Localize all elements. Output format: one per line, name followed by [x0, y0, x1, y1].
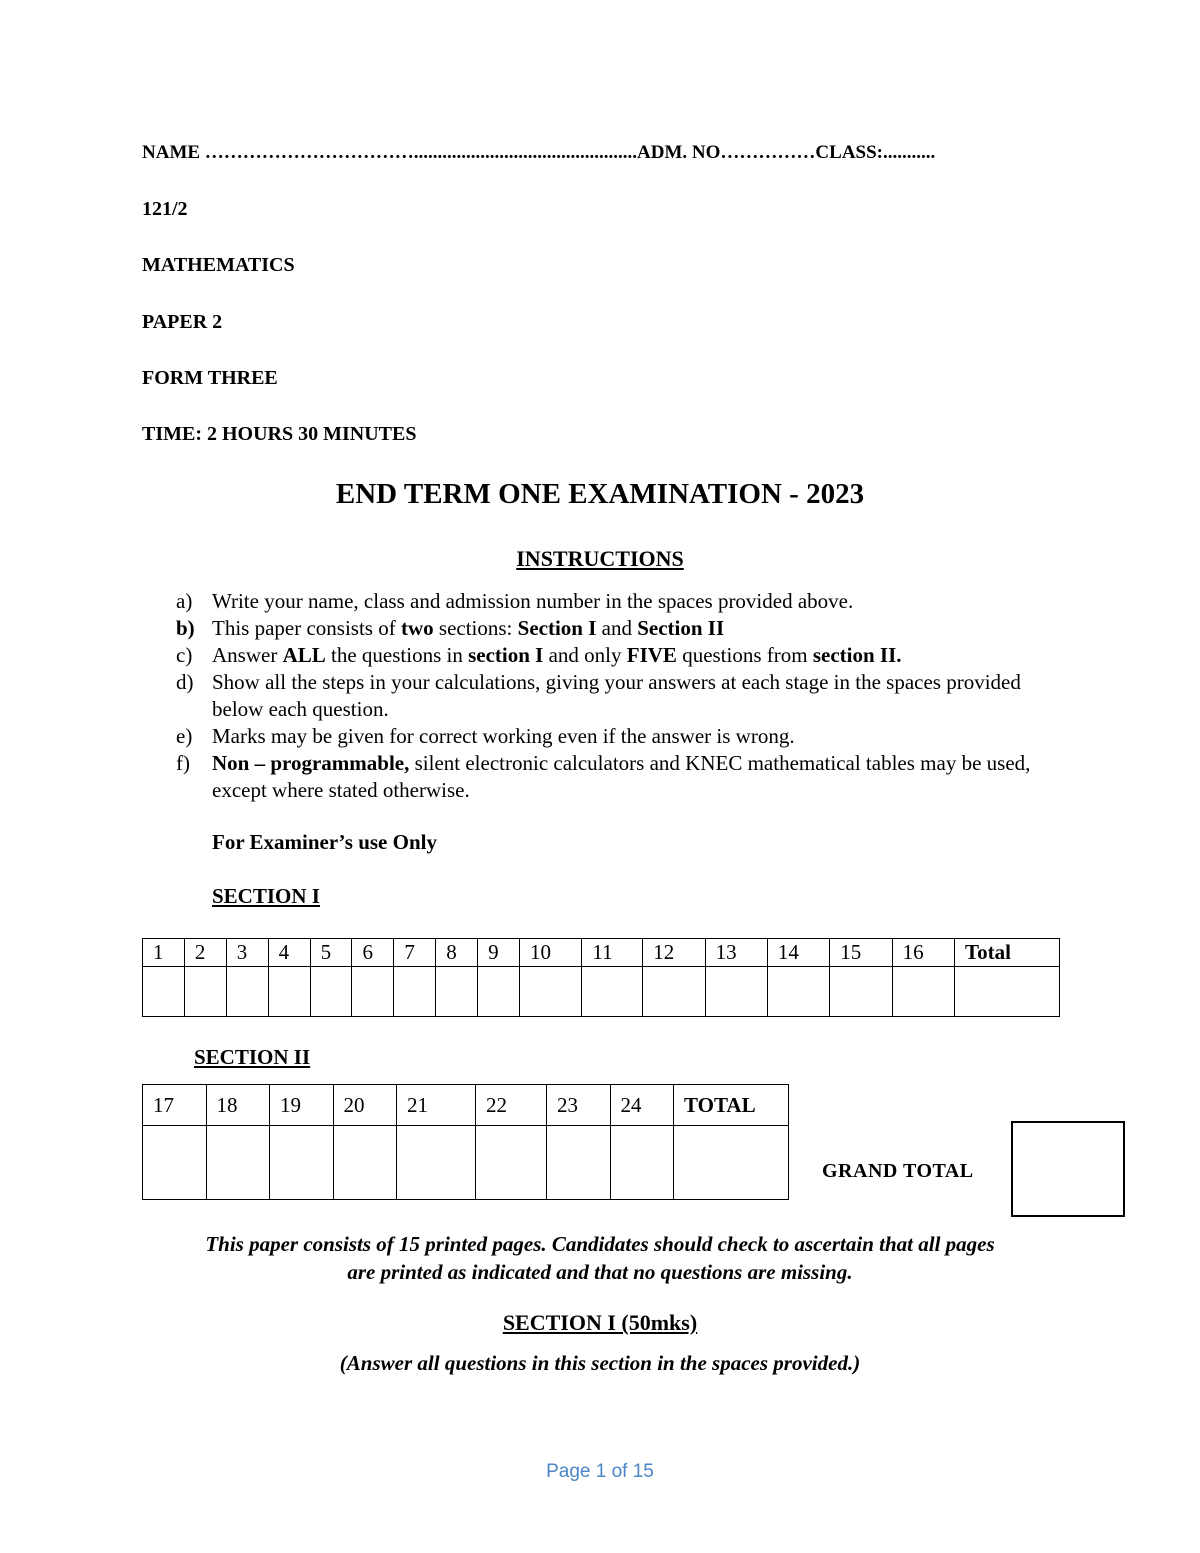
instruction-f	[176, 750, 1076, 804]
question-number-cell: 3	[226, 939, 268, 967]
subject: MATHEMATICS	[142, 254, 295, 276]
question-number-cell: 14	[767, 939, 829, 967]
score-cell	[270, 1126, 334, 1200]
instruction-c	[176, 642, 1076, 669]
score-cell	[547, 1126, 611, 1200]
question-number-cell: 21	[397, 1085, 476, 1126]
question-number-cell: 10	[520, 939, 582, 967]
question-number-cell: 23	[547, 1085, 611, 1126]
instruction-label: e)	[176, 724, 193, 748]
paper-number: PAPER 2	[142, 311, 223, 333]
instruction-text: Marks may be given for correct working even if the answer is wrong.	[212, 724, 795, 748]
score-cell	[767, 967, 829, 1017]
section-2-score-table	[142, 1084, 789, 1200]
instruction-label: a)	[176, 589, 193, 613]
score-cell	[478, 967, 520, 1017]
total-cell	[674, 1126, 789, 1200]
instruction-text: This paper consists of two sections: Section I and Section II	[212, 616, 725, 640]
name-adm-class-line: NAME ……………………………...............................................ADM. NO……………CLASS:...........	[142, 142, 936, 163]
section-1-score-table	[142, 938, 1060, 1017]
question-number-cell: 22	[476, 1085, 547, 1126]
score-cell	[143, 1126, 207, 1200]
total-header-cell: TOTAL	[674, 1085, 789, 1126]
grand-total-label: GRAND TOTAL	[822, 1160, 974, 1182]
instructions-heading: INSTRUCTIONS	[516, 546, 684, 571]
instruction-text: Answer ALL the questions in section I and only FIVE questions from section II.	[212, 643, 902, 667]
score-cell	[268, 967, 310, 1017]
question-number-cell: 1	[143, 939, 185, 967]
question-number-cell: 2	[184, 939, 226, 967]
page-number: Page 1 of 15	[546, 1461, 654, 1482]
score-cell	[333, 1126, 397, 1200]
score-cell	[892, 967, 954, 1017]
question-number-cell: 15	[830, 939, 892, 967]
instruction-label: f)	[176, 751, 190, 775]
score-cell	[705, 967, 767, 1017]
question-number-cell: 18	[206, 1085, 270, 1126]
question-number-cell: 11	[582, 939, 643, 967]
section-1-label: SECTION I	[212, 884, 320, 908]
instruction-e	[176, 723, 1076, 750]
exam-time: TIME: 2 HOURS 30 MINUTES	[142, 423, 417, 445]
section-1-marks-heading: SECTION I (50mks)	[502, 1310, 698, 1335]
paper-code: 121/2	[142, 198, 188, 220]
instruction-a	[176, 588, 1076, 615]
question-number-cell: 17	[143, 1085, 207, 1126]
question-number-cell: 16	[892, 939, 954, 967]
score-header-row	[143, 1085, 789, 1126]
instruction-text: Show all the steps in your calculations, giving your answers at each stage in the spaces provided below each question.	[212, 670, 1021, 721]
question-number-cell: 7	[394, 939, 436, 967]
question-number-cell: 12	[643, 939, 705, 967]
score-cell	[476, 1126, 547, 1200]
pages-note-line-2: are printed as indicated and that no questions are missing.	[347, 1260, 853, 1284]
score-entry-row	[143, 1126, 789, 1200]
question-number-cell: 9	[478, 939, 520, 967]
total-cell	[955, 967, 1060, 1017]
question-number-cell: 19	[270, 1085, 334, 1126]
question-number-cell: 8	[436, 939, 478, 967]
score-cell	[436, 967, 478, 1017]
question-number-cell: 4	[268, 939, 310, 967]
score-cell	[184, 967, 226, 1017]
total-header-cell: Total	[955, 939, 1060, 967]
score-cell	[394, 967, 436, 1017]
examiner-use-label: For Examiner’s use Only	[212, 830, 437, 854]
form-level: FORM THREE	[142, 367, 278, 389]
score-cell	[610, 1126, 674, 1200]
question-number-cell: 6	[352, 939, 394, 967]
question-number-cell: 13	[705, 939, 767, 967]
pages-note	[0, 1230, 1200, 1286]
instruction-d	[176, 669, 1076, 723]
exam-title: END TERM ONE EXAMINATION - 2023	[335, 478, 865, 510]
instruction-label: b)	[176, 616, 195, 640]
section-2-label: SECTION II	[194, 1045, 311, 1069]
score-cell	[830, 967, 892, 1017]
instruction-b	[176, 615, 1076, 642]
pages-note-line-1: This paper consists of 15 printed pages. Candidates should check to ascertain that all pages	[205, 1232, 995, 1256]
score-cell	[352, 967, 394, 1017]
question-number-cell: 20	[333, 1085, 397, 1126]
question-number-cell: 24	[610, 1085, 674, 1126]
score-header-row	[143, 939, 1060, 967]
instruction-label: d)	[176, 670, 194, 694]
instruction-label: c)	[176, 643, 193, 667]
score-entry-row	[143, 967, 1060, 1017]
answer-all-instruction: (Answer all questions in this section in the spaces provided.)	[339, 1351, 861, 1375]
question-number-cell: 5	[310, 939, 352, 967]
grand-total-box	[1011, 1121, 1125, 1217]
score-cell	[226, 967, 268, 1017]
score-cell	[206, 1126, 270, 1200]
score-cell	[643, 967, 705, 1017]
score-cell	[397, 1126, 476, 1200]
score-cell	[143, 967, 185, 1017]
instruction-text: Write your name, class and admission number in the spaces provided above.	[212, 589, 854, 613]
instruction-text: Non – programmable, silent electronic calculators and KNEC mathematical tables may be used, except where stated otherwise.	[212, 751, 1031, 802]
score-cell	[520, 967, 582, 1017]
score-cell	[582, 967, 643, 1017]
score-cell	[310, 967, 352, 1017]
